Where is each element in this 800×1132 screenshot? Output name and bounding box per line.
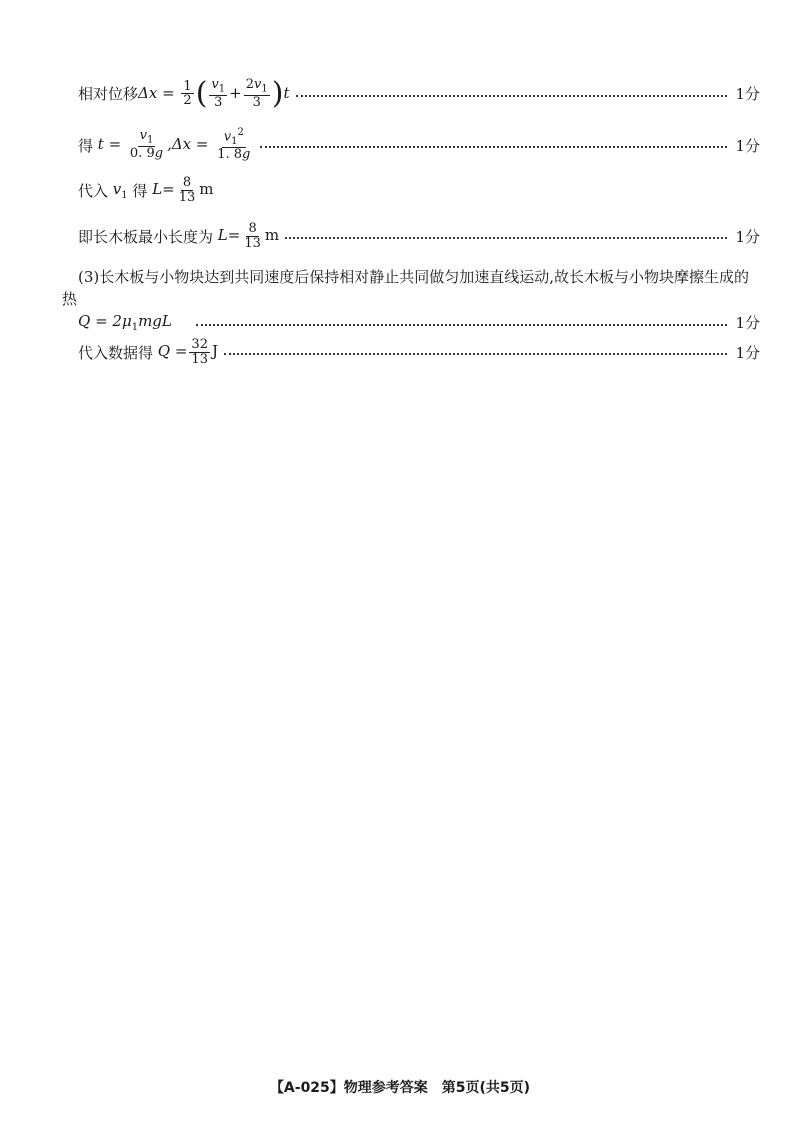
label-text: 相对位移 — [78, 85, 139, 104]
dotted-leader — [196, 324, 728, 326]
score-label: 1分 — [735, 343, 760, 362]
formula-L-min: L= $\frac{8}{13}$ m — [213, 221, 280, 251]
label-text: 代入 — [78, 181, 109, 200]
label-text: 代入数据得 — [78, 343, 154, 362]
dotted-leader — [260, 146, 727, 148]
score-label: 1分 — [735, 85, 760, 104]
answer-line-heat-formula — [78, 312, 760, 333]
dotted-leader — [285, 237, 727, 239]
score-label: 1分 — [735, 227, 760, 246]
page-footer: 【A-025】物理参考答案 第5页(共5页) — [269, 1080, 531, 1096]
answer-line-min-length — [78, 222, 760, 250]
score-label: 1分 — [735, 314, 760, 332]
dotted-leader — [296, 95, 728, 97]
answer-line-substitute — [78, 176, 760, 204]
formula-Q: $Q = 2\mu_1mgL$ — [78, 312, 172, 333]
score-label: 1分 — [735, 136, 760, 155]
answer-line-heat-value — [78, 338, 760, 366]
answer-paragraph-part3: (3)长木板与小物块达到共同速度后保持相对静止共同做匀加速直线运动,故长木板与小物块摩擦生成的热 — [62, 268, 750, 308]
label-text: 得 — [78, 136, 94, 155]
formula-Q-value: Q = $\frac{32}{13}$ J — [153, 337, 218, 367]
formula-delta-x: Δx = $\frac{1}{2}$ ( $\frac{v_1}{3}$ + $\frac{2v_1}{3}$ )t — [138, 75, 290, 111]
formula-t-delta-x: t = $\frac{v_1}{0. 9g}$ ,Δx = $\frac{v_1^2}{1. 8g}$ — [93, 127, 251, 163]
formula-L: L= $\frac{8}{13}$ m — [147, 175, 214, 205]
label-text-2: 得 — [132, 181, 148, 200]
formula-v1: $v_1$ — [108, 179, 128, 201]
dotted-leader — [224, 353, 727, 355]
answer-line-relative-displacement — [78, 75, 760, 111]
label-text: 即长木板最小长度为 — [78, 227, 214, 246]
answer-line-time-and-displacement — [78, 128, 760, 162]
